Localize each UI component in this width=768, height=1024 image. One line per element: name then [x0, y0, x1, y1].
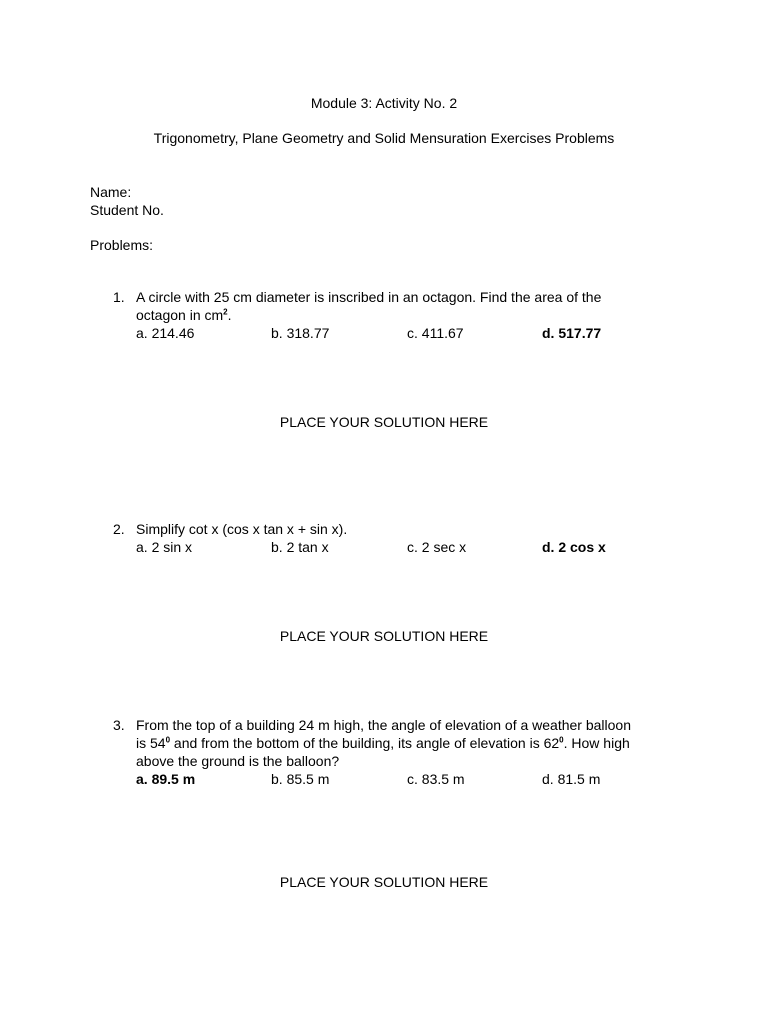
problem-text-line: Simplify cot x (cos x tan x + sin x). [136, 521, 348, 537]
problem-text-line: From the top of a building 24 m high, the angle of elevation of a weather balloon [136, 717, 631, 733]
superscript: 0 [559, 735, 564, 745]
superscript: 2 [223, 307, 228, 317]
solution-placeholder: PLACE YOUR SOLUTION HERE [279, 414, 489, 430]
problems-heading: Problems: [90, 237, 154, 253]
choice-c: c. 411.67 [407, 325, 464, 341]
solution-placeholder: PLACE YOUR SOLUTION HERE [279, 628, 489, 644]
choice-c: c. 2 sec x [407, 539, 467, 555]
student-no-label: Student No. [90, 202, 164, 218]
choice-d-correct: d. 2 cos x [542, 539, 606, 555]
solution-placeholder: PLACE YOUR SOLUTION HERE [279, 874, 489, 890]
choice-b: b. 2 tan x [271, 539, 329, 555]
problem-text-line: above the ground is the balloon? [136, 753, 340, 769]
choice-d: d. 81.5 m [542, 771, 601, 787]
problem-text-line [136, 306, 232, 324]
choice-b: b. 318.77 [271, 325, 330, 341]
problem-number: 2. [113, 521, 125, 537]
module-title: Module 3: Activity No. 2 [310, 95, 458, 111]
problem-text-fragment: octagon in cm [136, 307, 224, 323]
problem-text-fragment: and from the bottom of the building, its angle of elevation is 62 [170, 735, 560, 751]
choice-d-correct: d. 517.77 [542, 325, 602, 341]
choice-b: b. 85.5 m [271, 771, 330, 787]
problem-text-fragment: is 54 [136, 735, 166, 751]
problem-number: 3. [113, 717, 125, 733]
name-label: Name: [90, 184, 132, 200]
choice-a: a. 2 sin x [136, 539, 193, 555]
problem-number: 1. [113, 289, 125, 305]
problem-text-fragment: . [227, 307, 232, 323]
problem-text-fragment: . How high [563, 735, 630, 751]
choice-a: a. 214.46 [136, 325, 195, 341]
superscript: 0 [165, 735, 171, 745]
problem-text-line [136, 734, 630, 752]
choice-a-correct: a. 89.5 m [136, 771, 196, 787]
document-subtitle: Trigonometry, Plane Geometry and Solid Mensuration Exercises Problems [153, 130, 615, 146]
problem-text-line: A circle with 25 cm diameter is inscribed in an octagon. Find the area of the [136, 289, 602, 305]
choice-c: c. 83.5 m [407, 771, 465, 787]
